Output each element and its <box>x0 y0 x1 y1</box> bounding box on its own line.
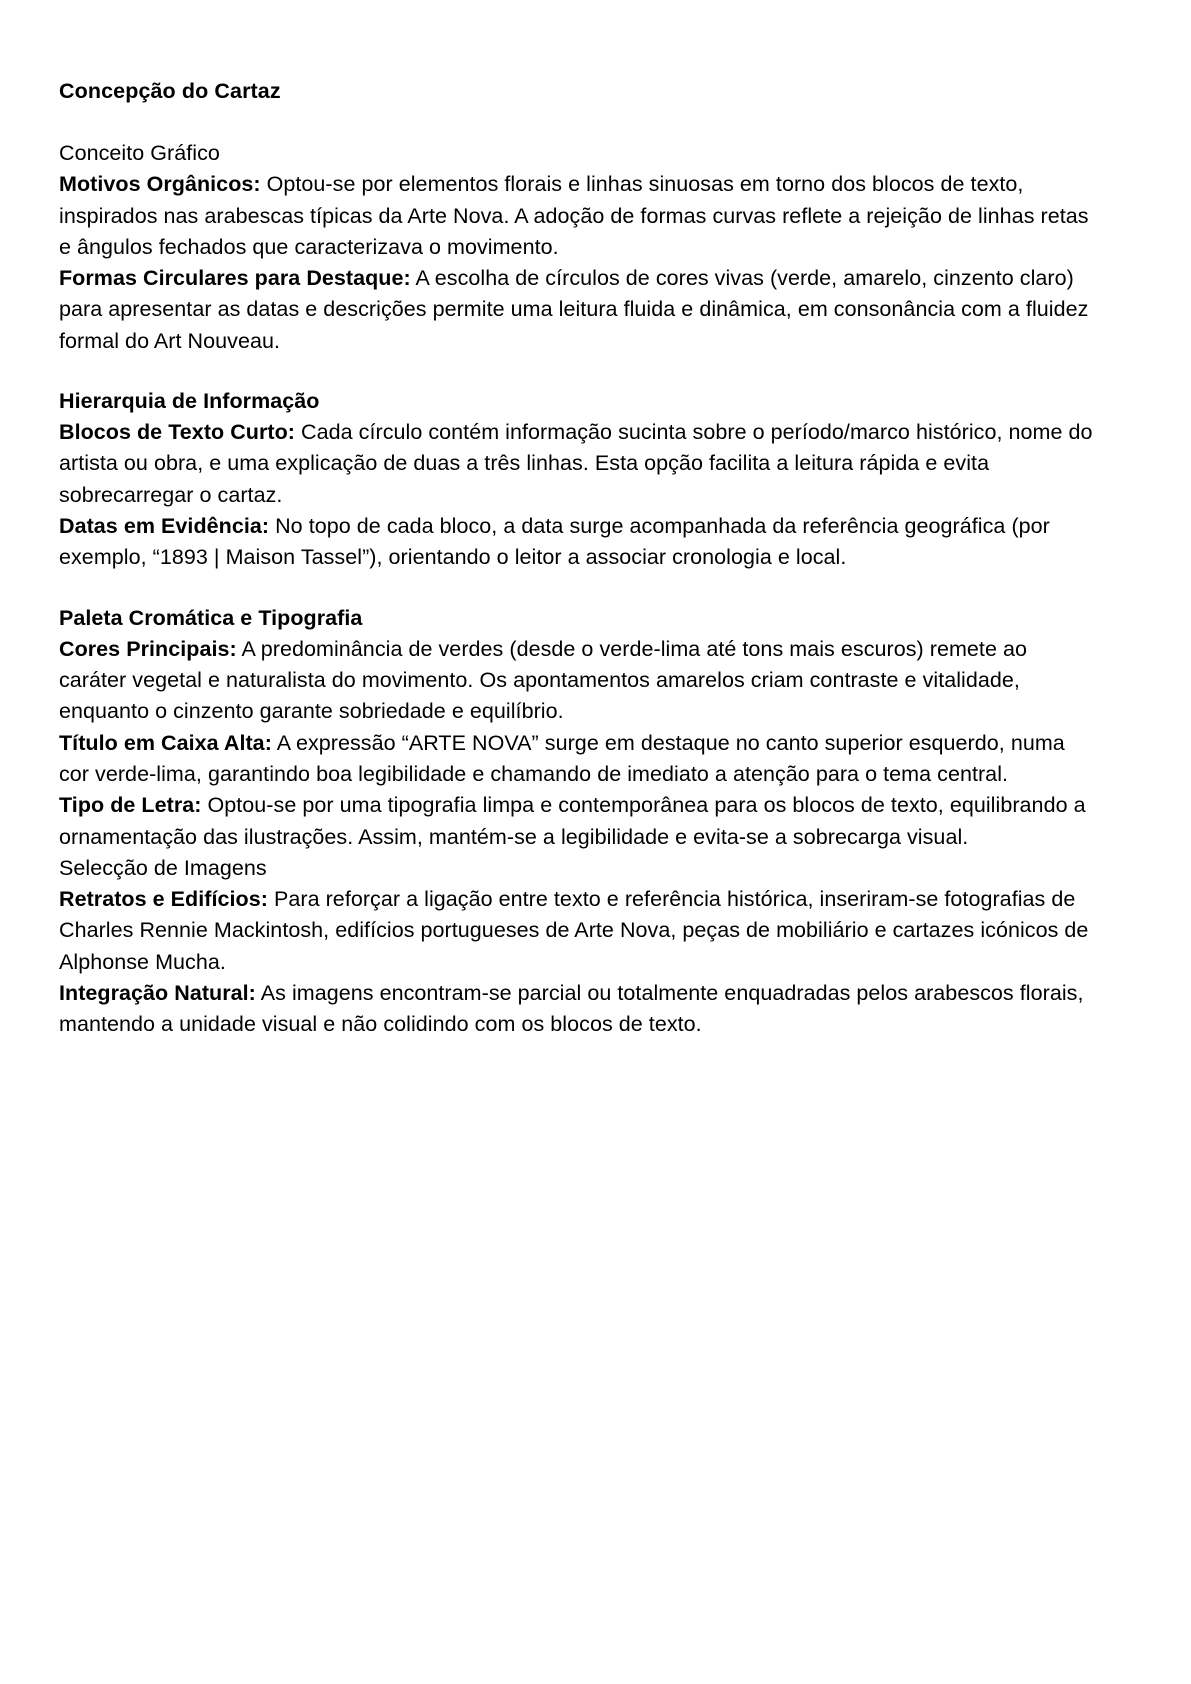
paragraph-tipo-de-letra <box>59 790 1095 853</box>
paragraph-body: No topo de cada bloco, a data surge acompanhada da referência geográfica (por exemplo, “1893 | Maison Tassel”), orientando o leitor a associar cronologia e local. <box>59 514 1050 570</box>
paragraph-body: Optou-se por uma tipografia limpa e contemporânea para os blocos de texto, equilibrando a ornamentação das ilustrações. Assim, mantém-se a legibilidade e evita-se a sobrecarga visual. <box>59 793 1086 849</box>
paragraph-integracao-natural <box>59 978 1095 1041</box>
paragraph-retratos-e-edificios <box>59 884 1095 978</box>
paragraph-motivos-organicos <box>59 169 1095 263</box>
subsection-heading-seleccao-de-imagens: Selecção de Imagens <box>59 855 267 880</box>
paragraph-body: A predominância de verdes (desde o verde-lima até tons mais escuros) remete ao caráter vegetal e naturalista do movimento. Os apontamentos amarelos criam contraste e vitalidade, enquanto o cinzento garante sobriedade e equilíbrio. <box>59 636 1027 724</box>
paragraph-datas-em-evidencia <box>59 511 1095 574</box>
section-paleta-cromatica-e-tipografia <box>59 603 1095 1041</box>
paragraph-cores-principais <box>59 634 1095 728</box>
paragraph-lead-label: Integração Natural: <box>59 980 256 1005</box>
paragraph-lead-label: Datas em Evidência: <box>59 514 270 539</box>
section-conceito-grafico <box>59 138 1095 357</box>
section-hierarquia-de-informacao <box>59 386 1095 574</box>
paragraph-lead-label: Formas Circulares para Destaque: <box>59 266 411 291</box>
paragraph-body: Optou-se por elementos florais e linhas sinuosas em torno dos blocos de texto, inspirados nas arabescas típicas da Arte Nova. A adoção de formas curvas reflete a rejeição de linhas retas e ângulos fechados que caracterizava o movimento. <box>59 172 1089 259</box>
paragraph-body: A escolha de círculos de cores vivas (verde, amarelo, cinzento claro) para apresentar as datas e descrições permite uma leitura fluida e dinâmica, em consonância com a fluidez formal do Art Nouveau. <box>59 266 1089 353</box>
paragraph-body: As imagens encontram-se parcial ou totalmente enquadradas pelos arabescos florais, mantendo a unidade visual e não colidindo com os blocos de texto. <box>59 980 1084 1037</box>
paragraph-lead-label: Motivos Orgânicos: <box>59 172 261 197</box>
paragraph-lead-label: Tipo de Letra: <box>59 793 202 818</box>
section-heading: Paleta Cromática e Tipografia <box>59 605 363 630</box>
section-heading: Hierarquia de Informação <box>59 388 320 413</box>
section-heading: Conceito Gráfico <box>59 140 220 165</box>
paragraph-lead-label: Título em Caixa Alta: <box>59 730 272 755</box>
paragraph-lead-label: Cores Principais: <box>59 636 237 661</box>
paragraph-formas-circulares <box>59 263 1095 357</box>
paragraph-lead-label: Retratos e Edifícios: <box>59 887 268 912</box>
paragraph-blocos-de-texto-curto <box>59 417 1095 511</box>
paragraph-body: A expressão “ARTE NOVA” surge em destaque no canto superior esquerdo, numa cor verde-lima, garantindo boa legibilidade e chamando de imediato a atenção para o tema central. <box>59 730 1065 786</box>
paragraph-titulo-em-caixa-alta <box>59 728 1095 791</box>
page-title: Concepção do Cartaz <box>59 79 281 103</box>
paragraph-lead-label: Blocos de Texto Curto: <box>59 420 296 445</box>
paragraph-body: Para reforçar a ligação entre texto e referência histórica, inseriram-se fotografias de Charles Rennie Mackintosh, edifícios portugueses de Arte Nova, peças de mobiliário e cartazes icónicos de Alphonse Mucha. <box>59 887 1089 974</box>
paragraph-body: Cada círculo contém informação sucinta sobre o período/marco histórico, nome do artista ou obra, e uma explicação de duas a três linhas. Esta opção facilita a leitura rápida e evita sobrecarregar o cartaz. <box>59 420 1093 507</box>
